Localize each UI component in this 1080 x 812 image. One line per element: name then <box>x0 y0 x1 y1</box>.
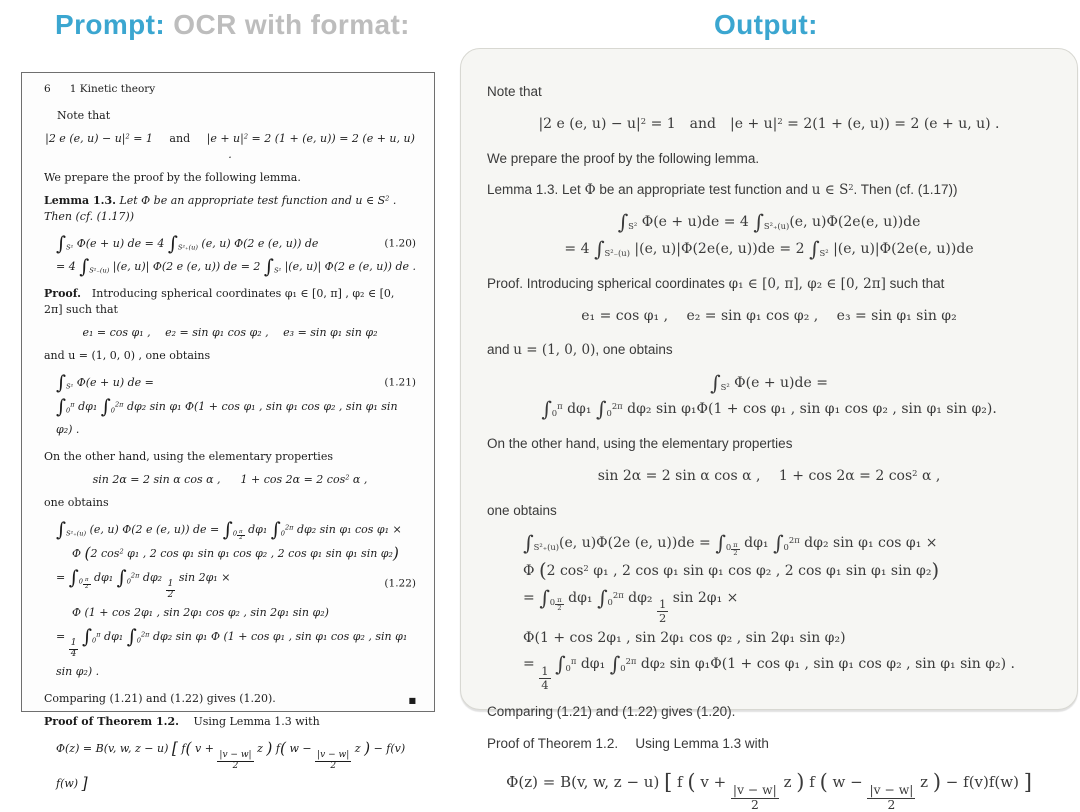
line: $\int_{S^2_+(u)}(e$, u)Φ(2e (e, $u))de = \int_0$ $^{\frac{\pi}{2}}$ dφ₁ $\int_0^{2\pi}$ dφ₂ sin φ₁ cos φ₁ × <box>523 530 938 558</box>
prompt-label: Prompt: <box>55 9 166 40</box>
text-line <box>44 714 416 730</box>
line: = $\int_0$ $^{\frac{\pi}{2}}$ dφ₁ $\int_0^{2\pi}$ dφ₂ $\frac{1}{2}$ sin 2φ₁ × <box>523 585 739 626</box>
text-line <box>44 170 416 186</box>
line: $\int_{S^2_+(u)}$ (e, u) Φ(2 e (e, u)) de = $\int_0$ $^{\frac{\pi}{2}}$ dφ₁ $\int_0^{2\pi}$ dφ₂ sin φ₁ cos φ₁ × <box>56 517 402 542</box>
line: one obtains <box>44 495 109 509</box>
line: |2 e (e, $u) - u|^2 = 1$ and $|e + u|^2 = 2(1 + (e$, u)) = 2 (e + u, u) . <box>538 116 1000 133</box>
equation-block <box>487 370 1051 423</box>
line: = $\int_0$ $^{\frac{\pi}{2}}$ dφ₁ $\int_0^{2\pi}$ dφ₂ $\frac{1}{2}$ sin 2φ₁ × (1.22) <box>56 565 416 601</box>
text-line <box>487 501 1051 521</box>
qed-square: ■ <box>408 695 416 705</box>
line: Φ (2 $\cos^2 \varphi_1$ , 2 cos φ₁ sin φ₁ cos φ₂ , 2 cos φ₁ sin φ₁ sin φ₂) <box>523 558 940 582</box>
line: Proof. Introducing spherical coordinates φ₁ ∈ [0, π], φ₂ ∈ [0, 2π] such that <box>487 275 945 292</box>
text-line <box>44 495 416 511</box>
line: sin 2α = 2 sin α cos α , 1 + cos 2α = 2 $\cos^2 \alpha$ , <box>597 467 941 485</box>
equation-block <box>487 303 1051 330</box>
line: On the other hand, using the elementary properties <box>44 449 333 463</box>
text-line <box>487 149 1051 169</box>
text-line <box>487 340 1051 360</box>
equation-block <box>44 325 416 341</box>
equation-block <box>44 131 416 163</box>
equation-block <box>487 209 1051 262</box>
line: = 4 $\int_{S^2_-(u)}$ |(e, u)|Φ(2e(e, u))de = 2 $\int_{S^2}$ |(e, u)|Φ(2e(e, u))de <box>564 236 974 261</box>
line: = $\frac{1}{4}$ $\int_0^\pi$ dφ₁ $\int_0^{2\pi}$ dφ₂ sin φ₁Φ(1 + cos φ₁ , sin φ₁ cos φ₂ , sin φ₁ sin φ₂) . <box>523 652 1015 692</box>
text-line <box>487 180 1051 200</box>
equation-block <box>487 530 1051 692</box>
line: Proof of Theorem 1.2. Using Lemma 1.3 with <box>487 735 769 751</box>
line: Φ(z) = B(v, w, z − u) [ f( v + $\frac{|v - w|}{2}$ z ) f( w − $\frac{|v - w|}{2}$ z ) − f(v) f(w) ] <box>56 739 406 793</box>
line: We prepare the proof by the following lemma. <box>487 150 760 166</box>
text-line <box>487 434 1051 454</box>
equation-block <box>56 737 416 796</box>
line: Φ (2 $\cos^2 \varphi_1$ , 2 cos φ₁ sin φ₁ cos φ₂ , 2 cos φ₁ sin φ₁ sin φ₂) <box>72 544 399 563</box>
line: and u = (1, 0, 0), one obtains <box>487 342 673 359</box>
text-line <box>487 734 1051 754</box>
output-content <box>487 82 1051 812</box>
line: $\int_0^\pi$ dφ₁ $\int_0^{2\pi}$ dφ₂ sin φ₁Φ(1 + cos φ₁ , sin φ₁ cos φ₂ , sin φ₁ sin φ₂). <box>541 397 997 422</box>
text-line <box>44 286 416 318</box>
equation-block <box>56 518 416 684</box>
line: We prepare the proof by the following lemma. <box>44 171 301 185</box>
equation-block <box>56 232 416 279</box>
text-line <box>44 449 416 465</box>
line: Proof. Introducing spherical coordinates φ₁ ∈ [0, π] , φ₂ ∈ [0, 2π] such that <box>44 287 395 317</box>
line: Comparing (1.21) and (1.22) gives (1.20). ■ <box>44 691 416 705</box>
line: $\int_{S^2}$ Φ(e + u) de = 4 $\int_{S^2_+(u)}$ (e, u) Φ(2 e (e, u)) de (1.20) <box>56 231 416 255</box>
line: $\int_{S^2}$ Φ(e + u) de = (1.21) <box>56 370 416 394</box>
equation-number: (1.20) <box>384 237 416 250</box>
line: e₁ = cos φ₁ , e₂ = sin φ₁ cos φ₂ , e₃ = sin φ₁ sin φ₂ <box>581 307 957 324</box>
prompt-task-label: OCR with format: <box>165 9 410 40</box>
text-line <box>487 82 1051 102</box>
equation-number: (1.22) <box>384 577 416 590</box>
line: $\int_{S^2}$ Φ(e + u)de = 4 $\int_{S^2_+(u)}(e$, u)Φ(2e(e, u))de <box>617 210 921 235</box>
line: Comparing (1.21) and (1.22) gives (1.20). <box>487 704 736 720</box>
line: $\int_0^\pi$ dφ₁ $\int_0^{2\pi}$ dφ₂ sin φ₁ Φ(1 + cos φ₁ , sin φ₁ cos φ₂ , sin φ₁ sin φ₂) . <box>56 394 398 437</box>
line: On the other hand, using the elementary properties <box>487 435 793 451</box>
equation-group <box>523 530 1015 692</box>
equation-block <box>487 463 1051 490</box>
equation-block <box>487 763 1051 812</box>
line: = 4 $\int_{S^2_-(u)}$ |(e, u)| Φ(2 e (e, u)) de = 2 $\int_{S^2}$ |(e, u)| Φ(2 e (e, u)) de . <box>56 255 416 279</box>
line: Φ(z) = B(v, w, z − u) [ f ( v + $\frac{|v - w|}{2}$ z ) f ( w − $\frac{|v - w|}{2}$ z ) − f(v)f(w) ] <box>506 770 1032 812</box>
scanned-document-panel <box>21 72 435 793</box>
equation-block <box>487 111 1051 138</box>
text-line <box>44 193 416 225</box>
scan-content <box>44 82 416 796</box>
prompt-header <box>55 9 410 41</box>
line: |2 e (e, $u) - u|^2 = 1$ and $|e + u|^2 = 2$ (1 + (e, u)) = 2 (e + u, u) . <box>45 132 415 162</box>
line: one obtains <box>487 502 557 518</box>
equation-block <box>44 472 416 488</box>
line: Lemma 1.3. Let Φ be an appropriate test function and u ∈ $S^2$ . Then (cf. (1.17)) <box>44 193 397 223</box>
text-line <box>44 691 416 707</box>
line: 6 1 Kinetic theory <box>44 83 156 95</box>
ocr-output-panel <box>460 48 1078 812</box>
text-line <box>44 82 416 97</box>
line: sin 2α = 2 sin α cos α , 1 + cos 2α = 2 $\cos^2 \alpha$ , <box>92 472 368 486</box>
equation-block <box>56 371 416 442</box>
text-line <box>487 274 1051 294</box>
output-label: Output: <box>714 9 818 40</box>
line: Note that <box>487 84 542 99</box>
equation-number: (1.21) <box>384 376 416 389</box>
line: Φ (1 + cos 2φ₁ , sin 2φ₁ cos φ₂ , sin 2φ₁ sin φ₂) <box>72 606 329 620</box>
line: and u = (1, 0, 0) , one obtains <box>44 348 211 362</box>
text-line <box>44 348 416 364</box>
line: Lemma 1.3. Let Φ be an appropriate test function and u ∈ $S^2$. Then (cf. (1.17)) <box>487 182 958 199</box>
line: = $\frac{1}{4}$ $\int_0^\pi$ dφ₁ $\int_0^{2\pi}$ dφ₂ sin φ₁ Φ (1 + cos φ₁ , sin φ₁ cos φ₂ , sin φ₁ sin φ₂) . <box>56 624 408 679</box>
line: $\int_{S^2}$ Φ(e + u)de = <box>710 370 828 395</box>
line: Note that <box>57 109 111 123</box>
text-line <box>44 108 416 124</box>
line: e₁ = cos φ₁ , e₂ = sin φ₁ cos φ₂ , e₃ = sin φ₁ sin φ₂ <box>82 326 378 339</box>
output-header <box>714 9 818 41</box>
line: Φ(1 + cos 2φ₁ , sin 2φ₁ cos φ₂ , sin 2φ₁ sin φ₂) <box>523 629 846 646</box>
line: Proof of Theorem 1.2. Using Lemma 1.3 with <box>44 714 320 728</box>
text-line <box>487 702 1051 722</box>
